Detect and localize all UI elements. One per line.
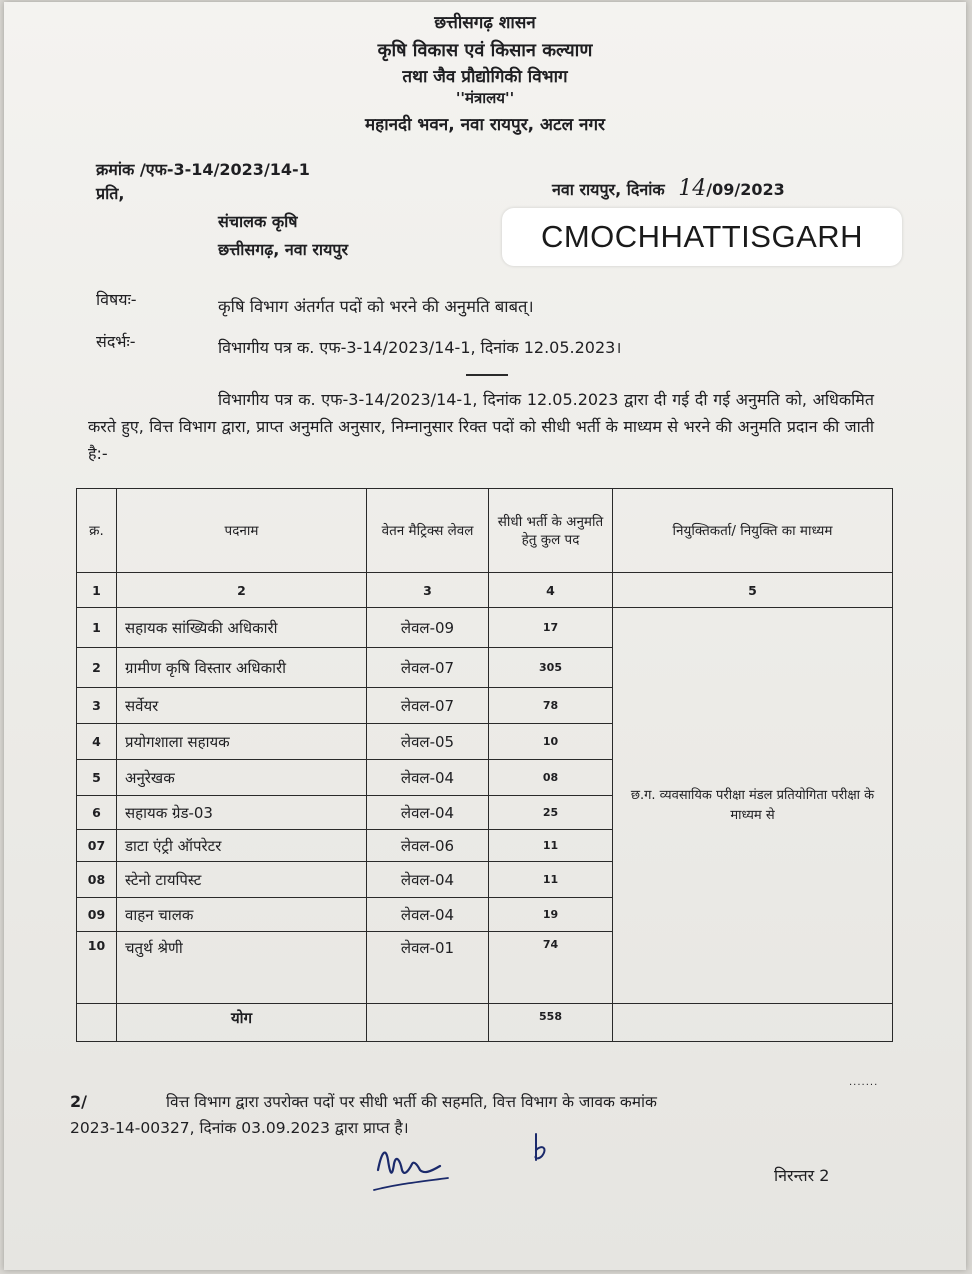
row-pay-level: लेवल-04 <box>367 898 489 932</box>
index-cell: 5 <box>613 573 893 608</box>
row-post-count: 19 <box>489 898 613 932</box>
header-post-name: पदनाम <box>117 489 367 573</box>
header-total-posts: सीधी भर्ती के अनुमति हेतु कुल पद <box>489 489 613 573</box>
row-serial: 4 <box>77 724 117 760</box>
subject-text: कृषि विभाग अंतर्गत पदों को भरने की अनुमति बाबत्। <box>218 297 534 316</box>
row-post-name: सहायक सांख्यिकी अधिकारी <box>117 608 367 648</box>
row-post-name: वाहन चालक <box>117 898 367 932</box>
row-post-name: चतुर्थ श्रेणी <box>117 932 367 1004</box>
para2-text: वित्त विभाग द्वारा उपरोक्त पदों पर सीधी भर्ती की सहमति, वित्त विभाग के जावक कमांक <box>166 1093 657 1111</box>
total-empty-cell <box>367 1004 489 1042</box>
row-post-name: सहायक ग्रेड-03 <box>117 796 367 830</box>
appointing-mode-text: छ.ग. व्यवसायिक परीक्षा मंडल प्रतियोगिता परीक्षा के माध्यम से <box>630 787 875 823</box>
header-appointing-mode: नियुक्तिकर्ता/ नियुक्ति का माध्यम <box>613 489 893 573</box>
row-serial: 3 <box>77 688 117 724</box>
row-post-count: 08 <box>489 760 613 796</box>
row-pay-level: लेवल-07 <box>367 648 489 688</box>
initial-mark <box>524 1130 554 1170</box>
signature-mark <box>368 1130 458 1200</box>
row-post-name: अनुरेखक <box>117 760 367 796</box>
total-empty-cell <box>613 1004 893 1042</box>
row-post-count: 11 <box>489 830 613 862</box>
index-cell: 1 <box>77 573 117 608</box>
row-serial: 2 <box>77 648 117 688</box>
row-post-count: 78 <box>489 688 613 724</box>
recipient-line-1: संचालक कृषि <box>218 212 298 231</box>
header-line-4: ''मंत्रालय'' <box>455 89 515 107</box>
watermark-label: CMOCHHATTISGARH <box>502 208 902 266</box>
row-pay-level: लेवल-07 <box>367 688 489 724</box>
row-pay-level: लेवल-01 <box>367 932 489 1004</box>
row-post-name: सर्वेयर <box>117 688 367 724</box>
row-post-count: 11 <box>489 862 613 898</box>
appointing-mode-cell <box>613 608 893 1004</box>
para2-number: 2/ <box>70 1092 87 1111</box>
header-line-5: महानदी भवन, नवा रायपुर, अटल नगर <box>365 115 605 135</box>
recipient-line-2: छत्तीसगढ़, नवा रायपुर <box>218 240 348 259</box>
row-post-name: प्रयोगशाला सहायक <box>117 724 367 760</box>
row-post-count: 10 <box>489 724 613 760</box>
index-cell: 3 <box>367 573 489 608</box>
row-post-count: 305 <box>489 648 613 688</box>
separator-line <box>466 374 508 376</box>
row-serial: 08 <box>77 862 117 898</box>
letter-number: क्रमांक /एफ-3-14/2023/14-1 <box>96 160 310 179</box>
header-pay-level: वेतन मैट्रिक्स लेवल <box>367 489 489 573</box>
date-line <box>552 176 785 201</box>
header-serial: क्र. <box>77 489 117 573</box>
row-post-count: 17 <box>489 608 613 648</box>
index-cell: 4 <box>489 573 613 608</box>
row-serial: 6 <box>77 796 117 830</box>
header-line-1: छत्तीसगढ़ शासन <box>434 13 536 33</box>
row-pay-level: लेवल-04 <box>367 862 489 898</box>
posts-table <box>76 488 893 1042</box>
row-serial: 1 <box>77 608 117 648</box>
to-label: प्रति, <box>96 184 125 203</box>
continued-label: निरन्तर 2 <box>774 1166 830 1185</box>
table-total-row <box>77 1004 893 1042</box>
row-pay-level: लेवल-06 <box>367 830 489 862</box>
row-post-name: ग्रामीण कृषि विस्तार अधिकारी <box>117 648 367 688</box>
para2-text-2: 2023-14-00327, दिनांक 03.09.2023 द्वारा प्राप्त है। <box>70 1119 409 1137</box>
total-value: 558 <box>489 1004 613 1042</box>
reference-label: संदर्भः- <box>96 332 136 351</box>
body-paragraph: विभागीय पत्र क. एफ-3-14/2023/14-1, दिनांक 12.05.2023 द्वारा दी गई दी गई अनुमति को, अधिकमित करते हुए, वित्त विभाग द्वारा, प्राप्त अनुमति अनुसार, निम्नानुसार रिक्त पदों को सीधी भर्ती के माध्यम से भरने की अनुमति प्रदान की जाती है:- <box>88 390 874 463</box>
table-row <box>77 608 893 648</box>
row-post-count: 74 <box>489 932 613 1004</box>
total-empty-cell <box>77 1004 117 1042</box>
subject-label: विषयः- <box>96 290 137 309</box>
ink-dots: ······· <box>849 1080 879 1091</box>
document-page <box>4 2 966 1270</box>
row-serial: 07 <box>77 830 117 862</box>
row-pay-level: लेवल-04 <box>367 760 489 796</box>
row-serial: 5 <box>77 760 117 796</box>
row-pay-level: लेवल-05 <box>367 724 489 760</box>
reference-text: विभागीय पत्र क. एफ-3-14/2023/14-1, दिनांक 12.05.2023। <box>218 338 622 357</box>
row-serial: 09 <box>77 898 117 932</box>
header-line-2: कृषि विकास एवं किसान कल्याण <box>377 40 593 61</box>
row-pay-level: लेवल-04 <box>367 796 489 830</box>
table-index-row <box>77 573 893 608</box>
header-line-3: तथा जैव प्रौद्योगिकी विभाग <box>402 67 568 87</box>
index-cell: 2 <box>117 573 367 608</box>
date-rest: /09/2023 <box>706 180 785 199</box>
date-day: 14 <box>678 176 707 201</box>
row-serial: 10 <box>77 932 117 1004</box>
row-post-name: डाटा एंट्री ऑपरेटर <box>117 830 367 862</box>
row-post-name: स्टेनो टायपिस्ट <box>117 862 367 898</box>
table-header-row <box>77 489 893 573</box>
row-post-count: 25 <box>489 796 613 830</box>
date-place: नवा रायपुर, दिनांक <box>552 180 665 199</box>
total-label: योग <box>117 1004 367 1042</box>
row-pay-level: लेवल-09 <box>367 608 489 648</box>
